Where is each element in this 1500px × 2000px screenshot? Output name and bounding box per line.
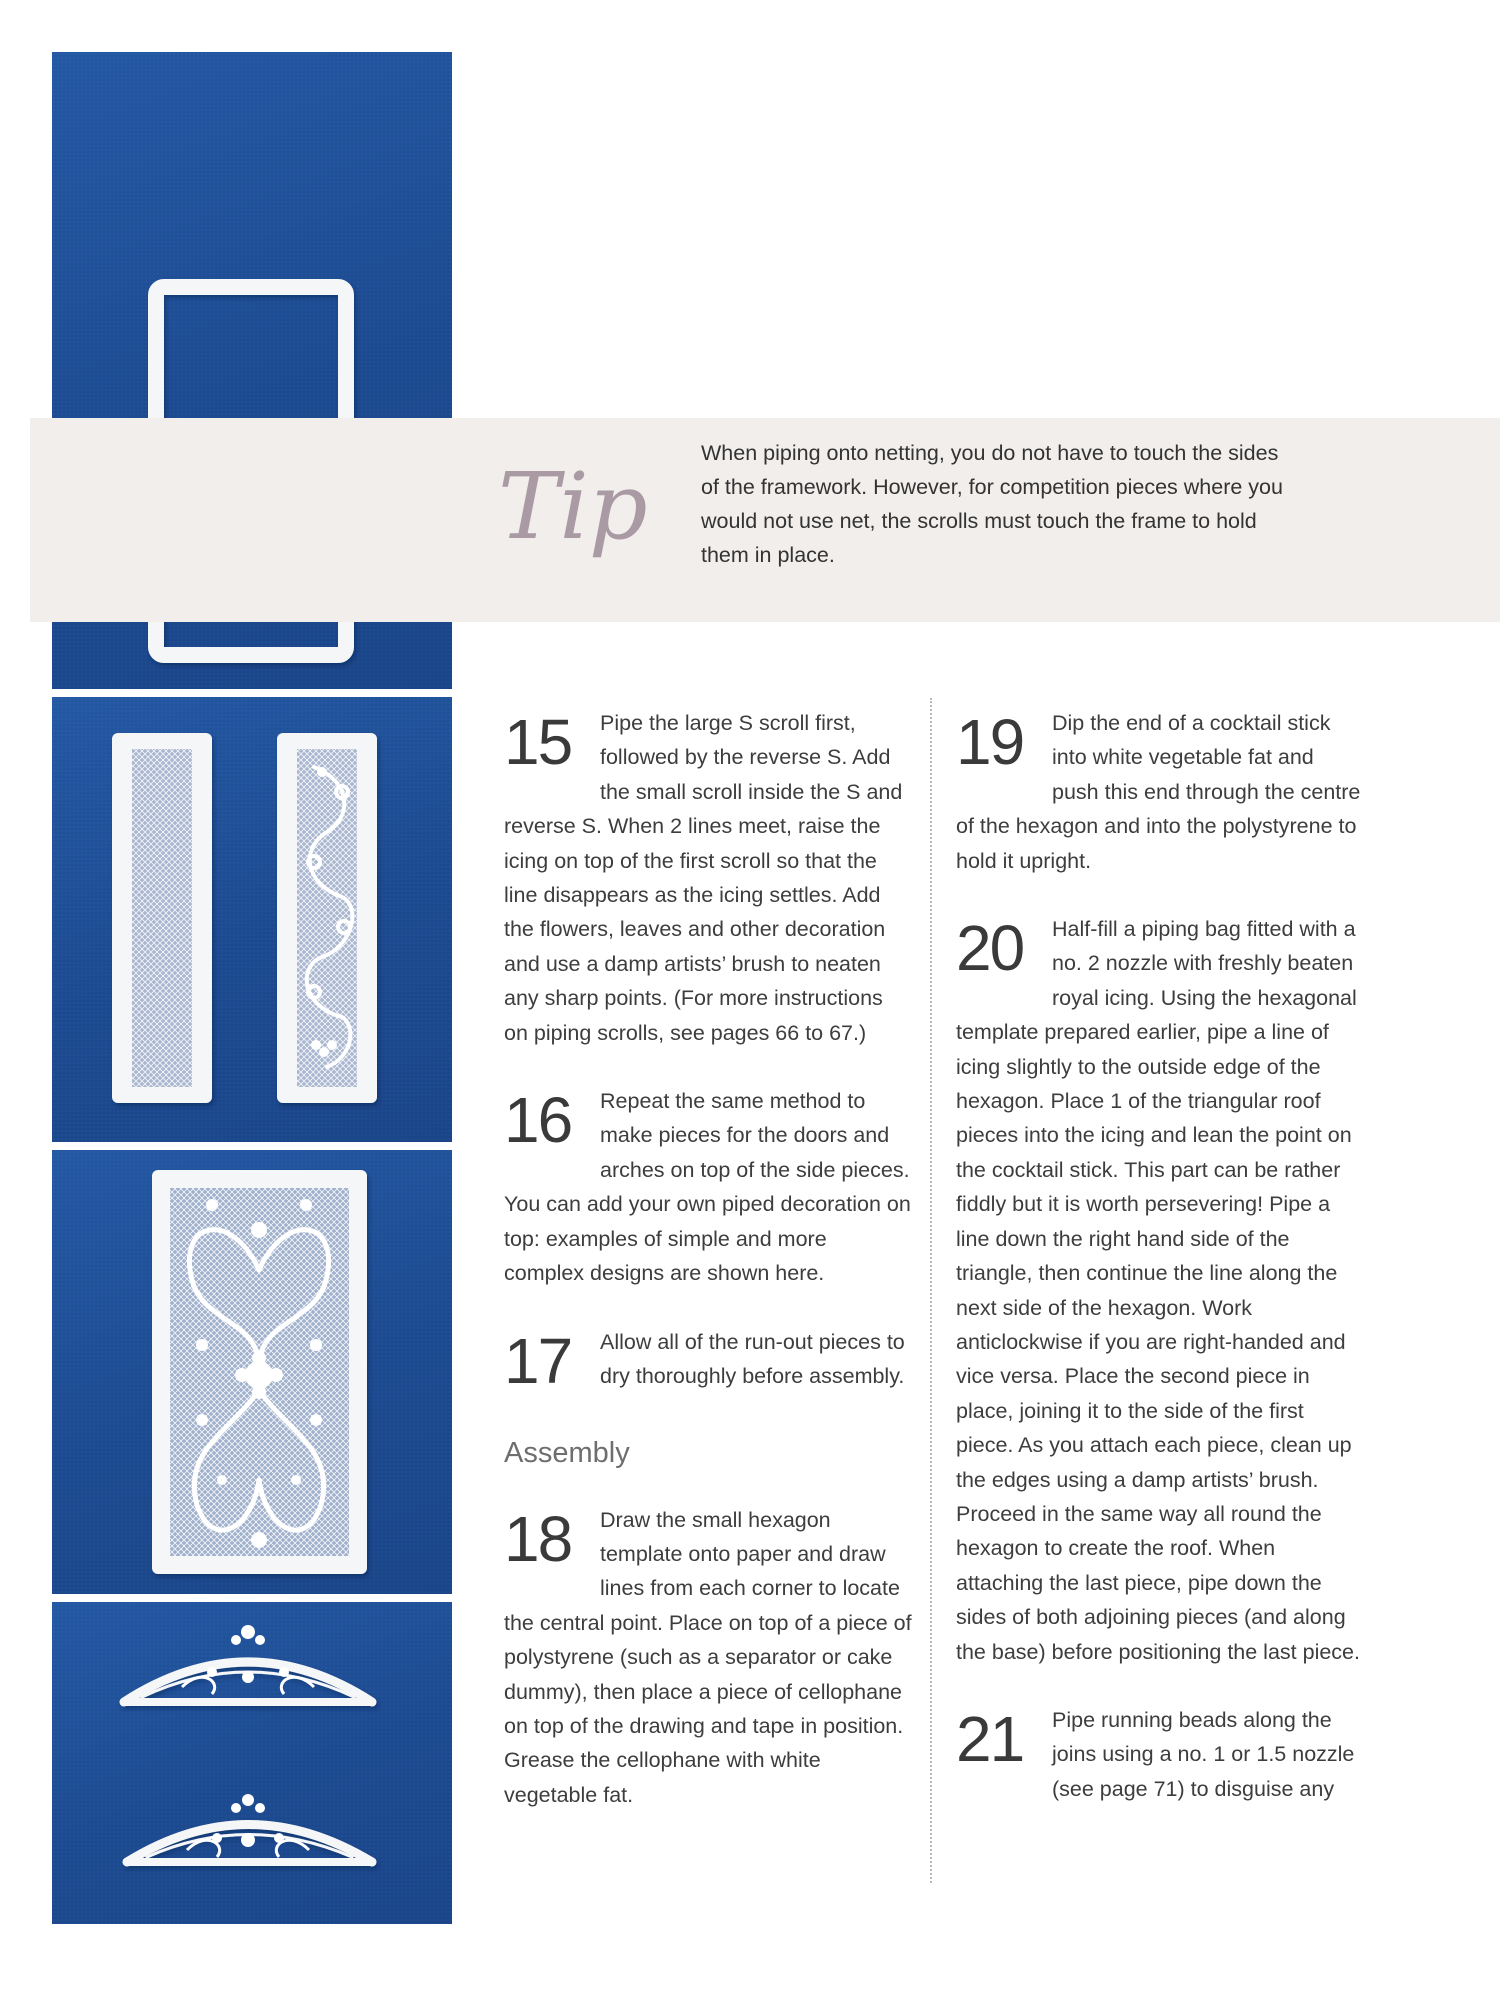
photo-netted-panels <box>52 697 452 1142</box>
step-number: 17 <box>504 1324 572 1397</box>
step-number: 16 <box>504 1084 572 1157</box>
step-number: 18 <box>504 1502 572 1575</box>
tip-text: When piping onto netting, you do not have to touch the sides of the framework. However, for competition pieces where you would not use net, the scrolls must touch the frame to hold them in place. <box>701 441 1283 567</box>
photo-arches <box>52 1602 452 1924</box>
step-17 <box>504 1325 912 1399</box>
step-16 <box>504 1084 912 1290</box>
step-15 <box>504 706 912 1050</box>
step-text: Pipe running beads along the joins using a no. 1 or 1.5 nozzle (see page 71) to disguise any <box>1052 1707 1355 1801</box>
left-column <box>504 706 912 1846</box>
step-number: 21 <box>956 1702 1024 1775</box>
photo-decorated-panel <box>52 1150 452 1594</box>
step-21 <box>956 1703 1364 1806</box>
step-text: Allow all of the run-out pieces to dry thoroughly before assembly. <box>600 1329 905 1388</box>
step-text: Pipe the large S scroll first, followed by the reverse S. Add the small scroll inside the S and reverse S. When 2 lines meet, raise the icing on top of the first scroll so that the line disappears as the icing settles. Add the flowers, leaves and other decoration and use a damp artists’ brush to neaten any sharp points. (For more instructions on piping scrolls, see pages 66 to 67.) <box>504 711 903 1045</box>
step-19 <box>956 706 1364 878</box>
step-number: 15 <box>504 706 572 778</box>
step-text: Repeat the same method to make pieces for the doors and arches on top of the side pieces. You can add your own piped decoration on top: examples of simple and more complex designs are shown here. <box>504 1089 911 1286</box>
column-divider <box>930 698 932 1883</box>
assembly-heading: Assembly <box>504 1436 630 1469</box>
step-text: Draw the small hexagon template onto paper and draw lines from each corner to locate the central point. Place on top of a piece of polystyrene (such as a separator or cake dummy), then place a piece of cellophane on top of the drawing and tape in position. Grease the cellophane with white vegetable fat. <box>504 1507 912 1807</box>
tip-heading: Tip <box>498 453 648 560</box>
tip-script-heading <box>492 428 672 608</box>
step-number: 19 <box>956 706 1024 778</box>
step-text: Half-fill a piping bag fitted with a no. 2 nozzle with freshly beaten royal icing. Using the hexagonal template prepared earlier, pipe a line of icing slightly to the outside edge of the hexagon. Place 1 of the triangular roof pieces into the icing and lean the point on the cocktail stick. This part can be rather fiddly but it is worth persevering! Pipe a line down the right hand side of the triangle, then continue the line along the next side of the hexagon. Work anticlockwise if you are right-handed and vice versa. Place the second piece in place, joining it to the side of the first piece. As you attach each piece, clean up the edges using a damp artists’ brush. Proceed in the same way all round the hexagon to create the roof. When attaching the last piece, pipe down the sides of both adjoining pieces (and along the base) before positioning the last piece. <box>956 917 1360 1664</box>
step-20 <box>956 912 1364 1669</box>
arches-image <box>52 1602 452 1924</box>
decorated-panel-image <box>52 1150 452 1594</box>
netted-panels-image <box>52 697 452 1142</box>
step-text: Dip the end of a cocktail stick into white vegetable fat and push this end through the centre of the hexagon and into the polystyrene to hold it upright. <box>956 711 1361 873</box>
right-column <box>956 706 1364 1840</box>
step-number: 20 <box>956 912 1024 985</box>
step-18 <box>504 1503 912 1813</box>
